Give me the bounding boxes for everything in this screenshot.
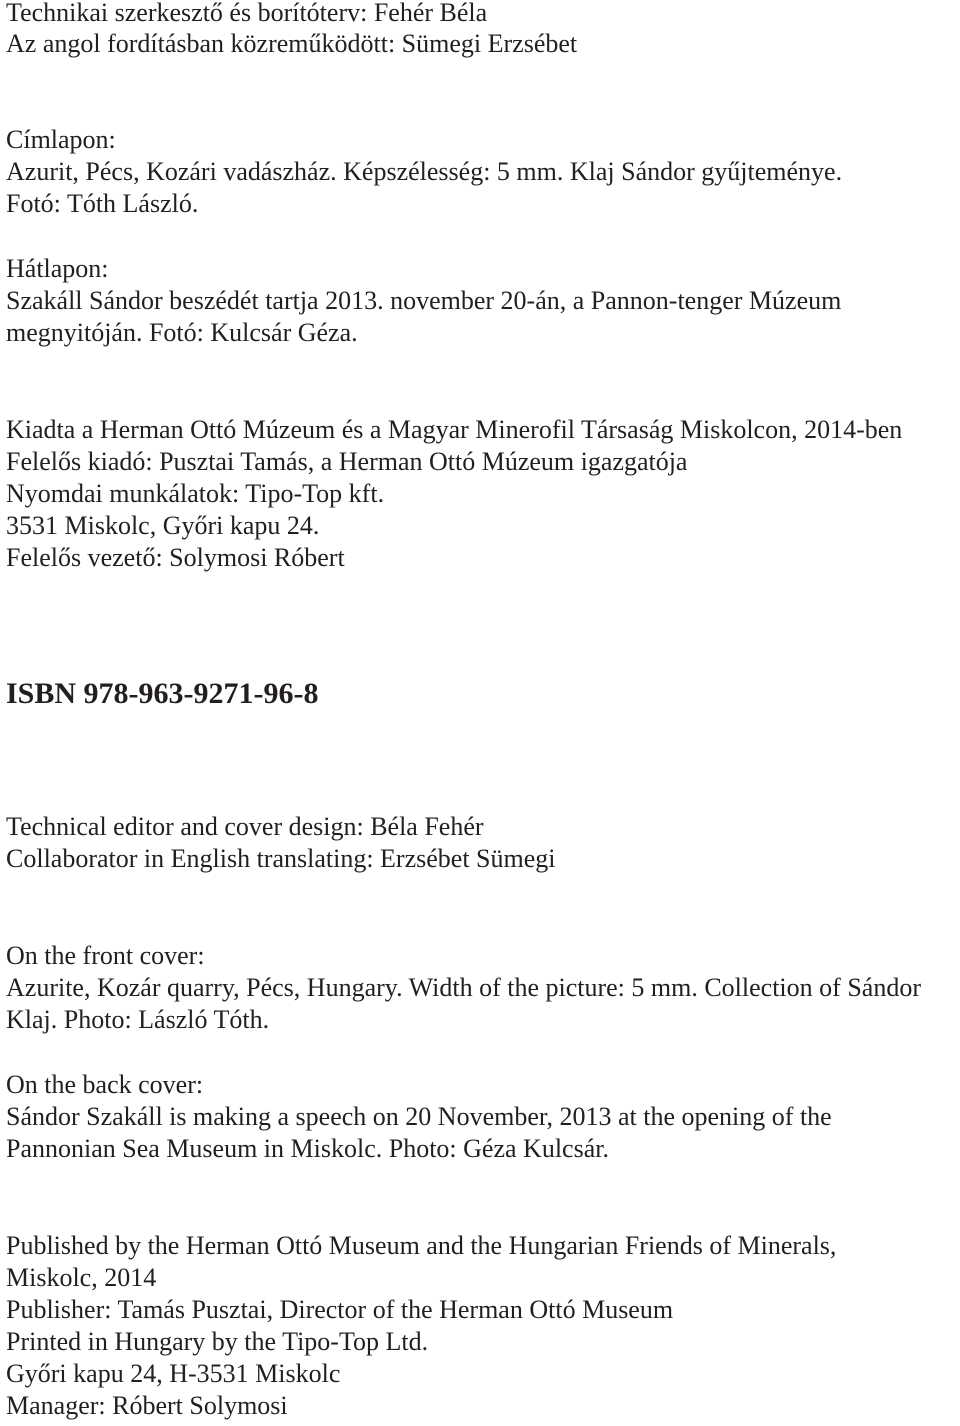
hu-publisher-line: Nyomdai munkálatok: Tipo-Top kft. bbox=[6, 479, 385, 508]
en-publisher-line: Miskolc, 2014 bbox=[6, 1263, 157, 1292]
en-credit-translator: Collaborator in English translating: Erzsébet Sümegi bbox=[6, 844, 556, 873]
hu-credit-technical-editor: Technikai szerkesztő és borítóterv: Fehér Béla bbox=[6, 0, 488, 27]
en-front-cover-line: Klaj. Photo: László Tóth. bbox=[6, 1005, 270, 1034]
hu-back-cover-line: megnyitóján. Fotó: Kulcsár Géza. bbox=[6, 318, 358, 347]
en-publisher-line: Printed in Hungary by the Tipo-Top Ltd. bbox=[6, 1327, 429, 1356]
en-front-cover-heading: On the front cover: bbox=[6, 941, 205, 970]
hu-publisher-line: 3531 Miskolc, Győri kapu 24. bbox=[6, 511, 320, 540]
en-credit-technical-editor: Technical editor and cover design: Béla Fehér bbox=[6, 812, 484, 841]
hu-front-cover-line: Azurit, Pécs, Kozári vadászház. Képszélesség: 5 mm. Klaj Sándor gyűjteménye. bbox=[6, 157, 843, 186]
hu-front-cover-line: Fotó: Tóth László. bbox=[6, 189, 199, 218]
en-publisher-line: Publisher: Tamás Pusztai, Director of the Herman Ottó Museum bbox=[6, 1295, 674, 1324]
hu-credit-translator: Az angol fordításban közreműködött: Sümegi Erzsébet bbox=[6, 29, 578, 58]
en-publisher-line: Manager: Róbert Solymosi bbox=[6, 1391, 288, 1420]
hu-publisher-line: Kiadta a Herman Ottó Múzeum és a Magyar Minerofil Társaság Miskolcon, 2014-ben bbox=[6, 415, 903, 444]
en-back-cover-heading: On the back cover: bbox=[6, 1070, 204, 1099]
en-back-cover-line: Pannonian Sea Museum in Miskolc. Photo: Géza Kulcsár. bbox=[6, 1134, 609, 1163]
en-publisher-line: Published by the Herman Ottó Museum and the Hungarian Friends of Minerals, bbox=[6, 1231, 837, 1260]
hu-back-cover-heading: Hátlapon: bbox=[6, 254, 109, 283]
hu-publisher-line: Felelős vezető: Solymosi Róbert bbox=[6, 543, 345, 572]
hu-back-cover-line: Szakáll Sándor beszédét tartja 2013. november 20-án, a Pannon-tenger Múzeum bbox=[6, 286, 842, 315]
en-publisher-line: Győri kapu 24, H-3531 Miskolc bbox=[6, 1359, 341, 1388]
isbn-number: ISBN 978-963-9271-96-8 bbox=[6, 677, 319, 710]
hu-publisher-line: Felelős kiadó: Pusztai Tamás, a Herman Ottó Múzeum igazgatója bbox=[6, 447, 688, 476]
en-front-cover-line: Azurite, Kozár quarry, Pécs, Hungary. Width of the picture: 5 mm. Collection of Sándor bbox=[6, 973, 921, 1002]
hu-front-cover-heading: Címlapon: bbox=[6, 125, 116, 154]
en-back-cover-line: Sándor Szakáll is making a speech on 20 November, 2013 at the opening of the bbox=[6, 1102, 832, 1131]
